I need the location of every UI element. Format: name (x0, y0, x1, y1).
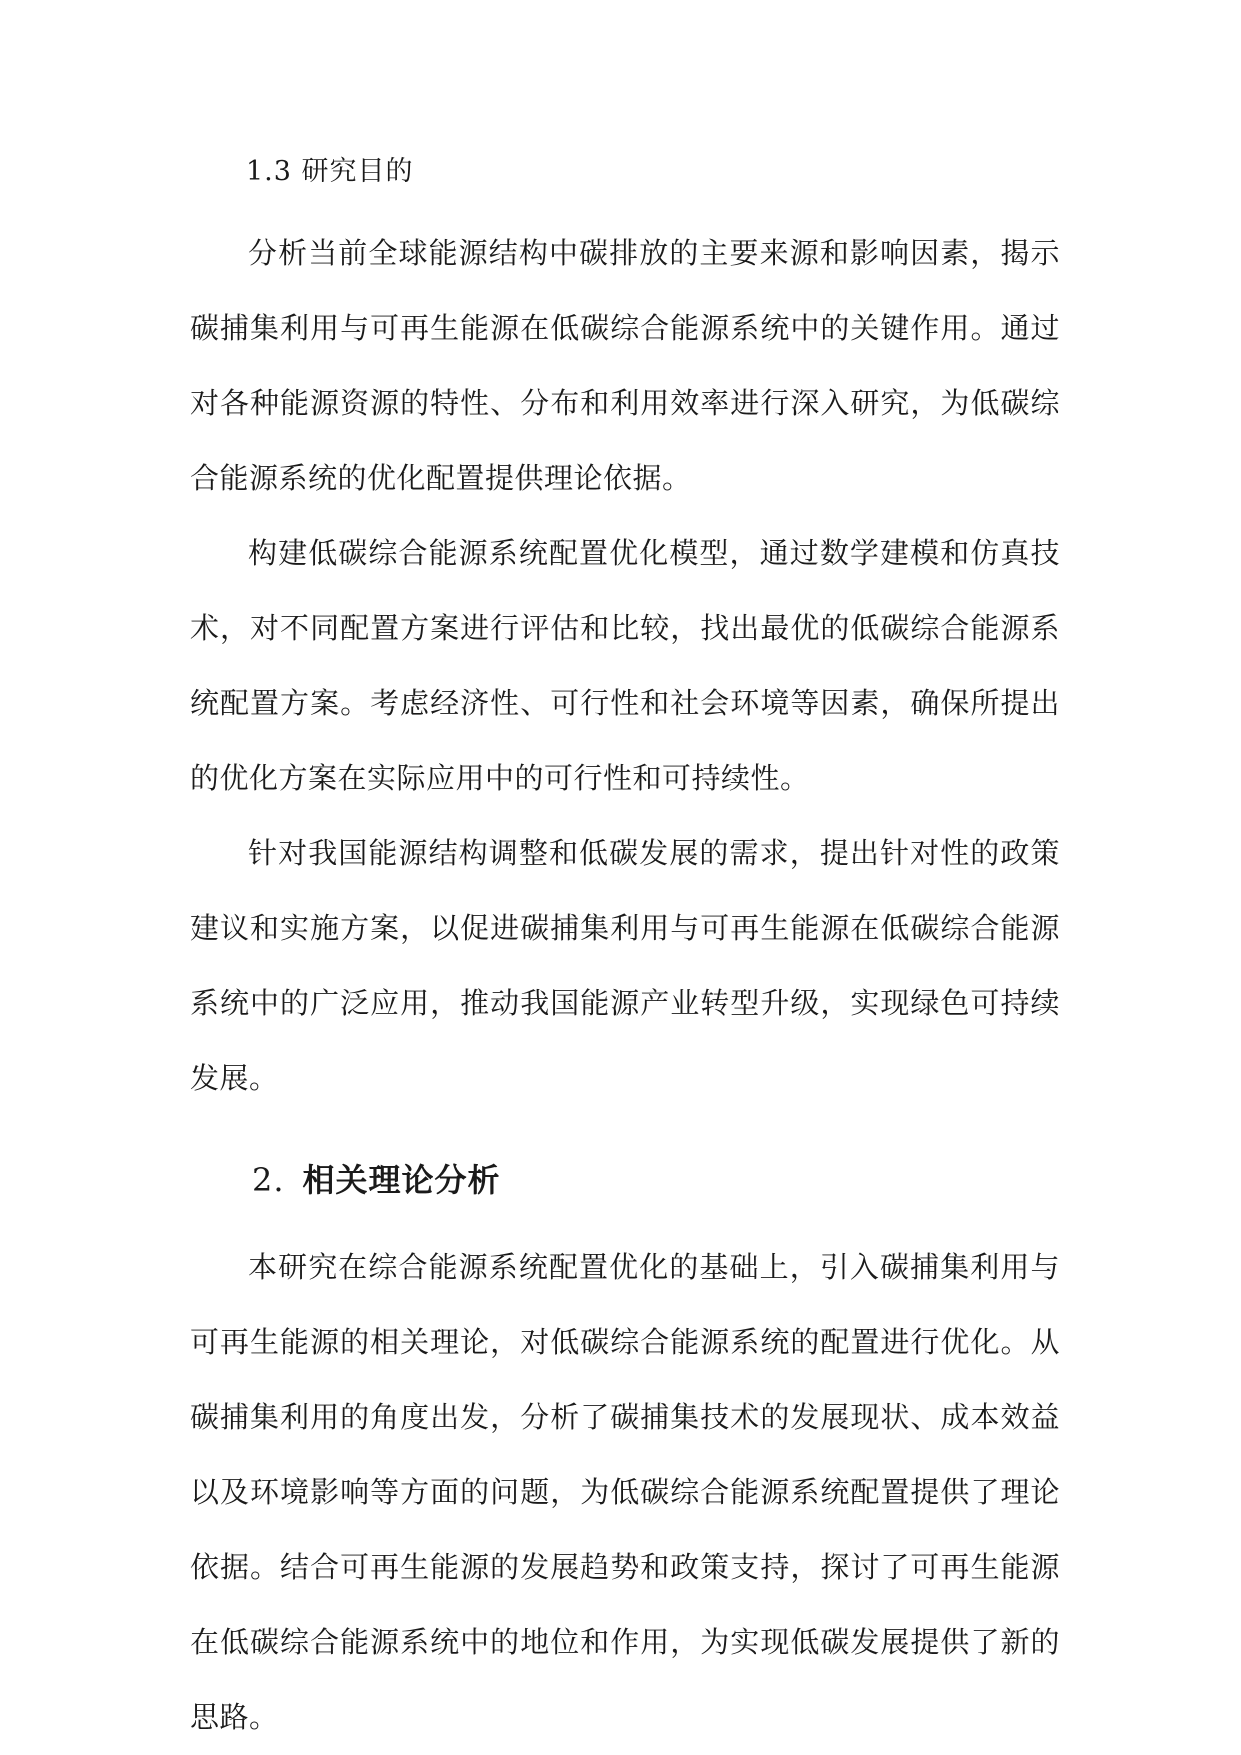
section-1-3-paragraph-1: 分析当前全球能源结构中碳排放的主要来源和影响因素，揭示碳捕集利用与可再生能源在低碳综合能源系统中的关键作用。通过对各种能源资源的特性、分布和利用效率进行深入研究，为低碳综合能源系统的优化配置提供理论依据。 (190, 236, 1060, 495)
section-2-paragraph-1: 本研究在综合能源系统配置优化的基础上，引入碳捕集利用与可再生能源的相关理论，对低碳综合能源系统的配置进行优化。从碳捕集利用的角度出发，分析了碳捕集技术的发展现状、成本效益以及环境影响等方面的问题，为低碳综合能源系统配置提供了理论依据。结合可再生能源的发展趋势和政策支持，探讨了可再生能源在低碳综合能源系统中的地位和作用，为实现低碳发展提供了新的思路。 (190, 1250, 1060, 1734)
section-2-number: 2. (252, 1161, 285, 1199)
section-1-3-paragraph-2: 构建低碳综合能源系统配置优化模型，通过数学建模和仿真技术，对不同配置方案进行评估和比较，找出最优的低碳综合能源系统配置方案。考虑经济性、可行性和社会环境等因素，确保所提出的优化方案在实际应用中的可行性和可持续性。 (190, 536, 1060, 795)
section-1-3-heading: 1.3 研究目的 (246, 156, 414, 187)
section-2-heading (190, 1148, 1060, 1212)
section-2-title: 相关理论分析 (302, 1161, 501, 1199)
section-1-3-paragraph-3: 针对我国能源结构调整和低碳发展的需求，提出针对性的政策建议和实施方案，以促进碳捕集利用与可再生能源在低碳综合能源系统中的广泛应用，推动我国能源产业转型升级，实现绿色可持续发展。 (190, 836, 1060, 1095)
page-content (190, 140, 1060, 1755)
